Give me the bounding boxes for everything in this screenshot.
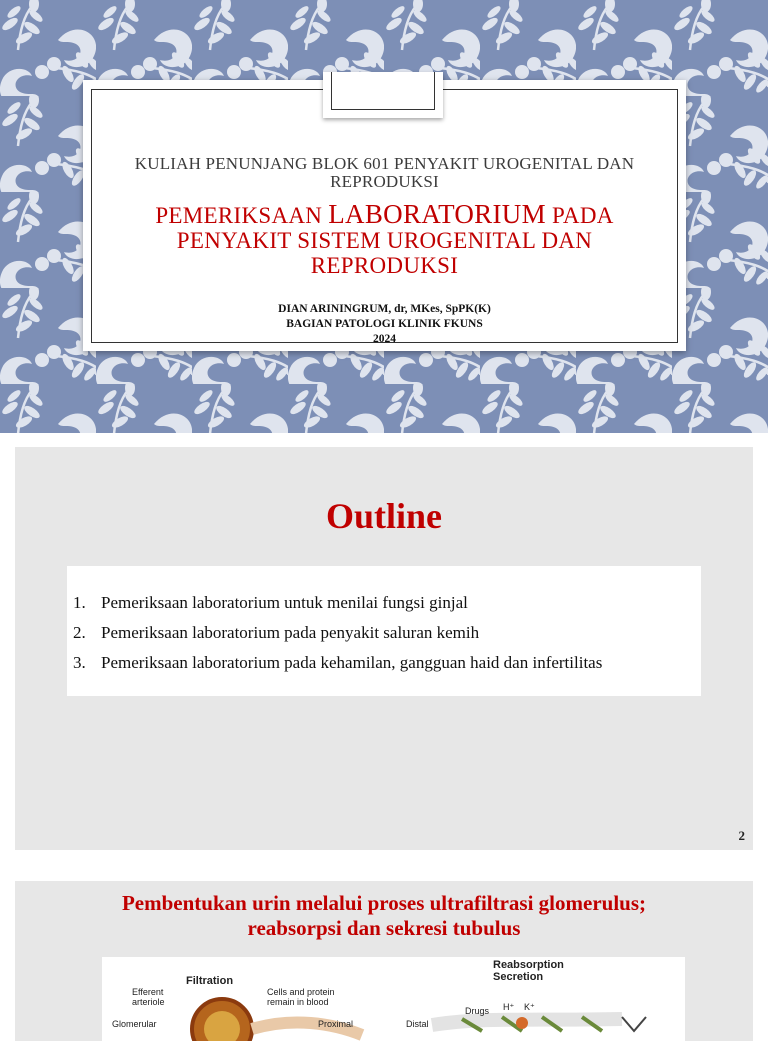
outline-item-text: Pemeriksaan laboratorium untuk menilai fungsi ginjal [101,593,468,612]
outline-item [67,648,701,678]
department: BAGIAN PATOLOGI KLINIK FKUNS [286,318,483,330]
urine-formation-slide [15,881,753,1041]
efferent-arteriole-label: Efferent arteriole [132,987,165,1007]
nephron-illustration [102,957,685,1041]
decorative-tab [323,72,443,118]
reabsorption-label: Reabsorption [493,959,564,971]
title-part-2: LABORATORIUM [328,199,546,229]
nephron-diagram [102,957,685,1041]
title-part-3: PADA PENYAKIT SISTEM UROGENITAL DAN REPRODUKSI [176,203,614,278]
distal-label: Distal [406,1019,429,1029]
title-card [83,80,686,351]
glomerular-label: Glomerular [112,1019,157,1029]
slide-title-line-2: reabsorpsi dan sekresi tubulus [247,916,521,940]
slide-title [15,891,753,941]
outline-list [67,566,701,678]
outline-item [67,588,701,618]
hydrogen-ion-label: H⁺ [503,1002,515,1012]
title-slide [0,0,768,433]
author-name: DIAN ARININGRUM, dr, MKes, SpPK(K) [278,303,491,315]
outline-title: Outline [325,496,442,536]
slide-title-line-1: Pembentukan urin melalui proses ultrafiltrasi glomerulus; [121,891,647,915]
drugs-label: Drugs [465,1006,490,1016]
secretion-label: Secretion [493,971,544,983]
potassium-ion-label: K⁺ [524,1002,535,1012]
author-block [112,302,657,347]
outline-list-box [67,566,701,696]
outline-item-number: 2. [73,623,86,642]
presentation-title [112,199,657,278]
outline-item-text: Pemeriksaan laboratorium pada kehamilan, gangguan haid dan infertilitas [101,653,603,672]
course-name: KULIAH PENUNJANG BLOK 601 PENYAKIT UROGENITAL DAN REPRODUKSI [134,154,635,191]
title-card-border [91,89,678,343]
cells-protein-label: Cells and protein remain in blood [267,987,335,1007]
decorative-tab-border [331,72,435,110]
page-number: 2 [738,828,745,843]
outline-item [67,618,701,648]
year: 2024 [373,333,396,345]
proximal-label: Proximal [318,1019,354,1029]
title-part-1: PEMERIKSAAN [155,203,323,228]
outline-slide [15,447,753,850]
outline-item-number: 1. [73,593,86,612]
outline-item-text: Pemeriksaan laboratorium pada penyakit saluran kemih [101,623,480,642]
outline-item-number: 3. [73,653,86,672]
filtration-label: Filtration [186,975,234,987]
